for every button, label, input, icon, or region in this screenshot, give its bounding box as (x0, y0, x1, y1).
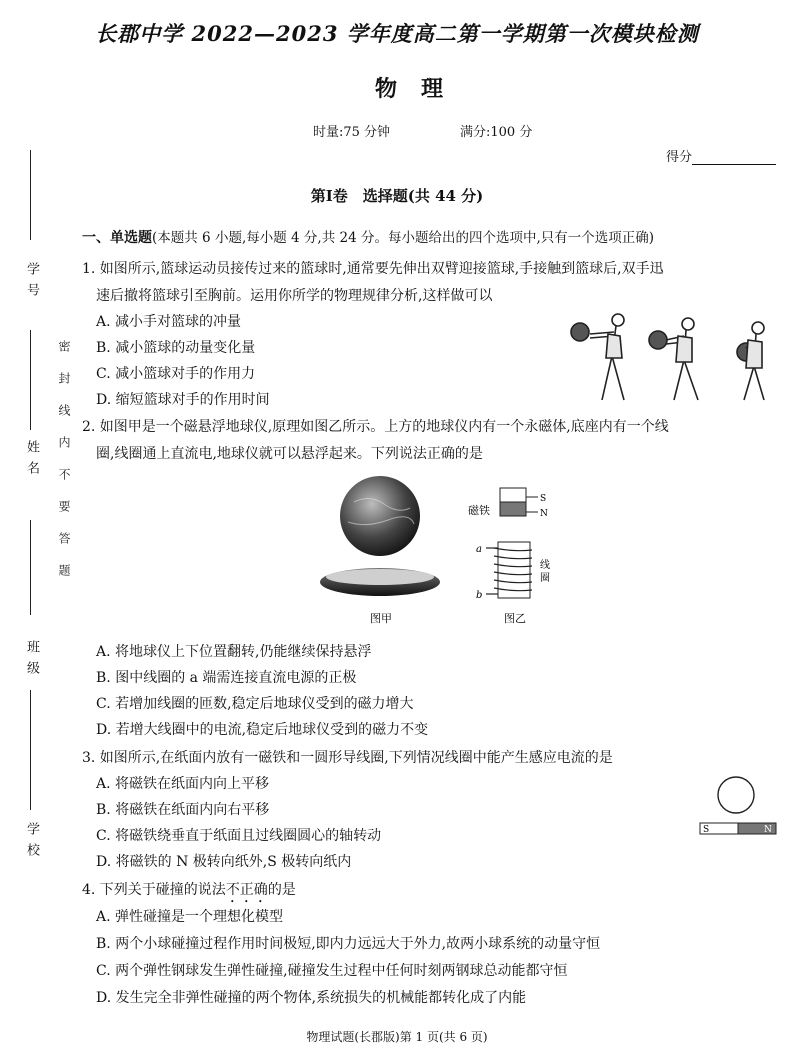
q4-option-b: B. 两个小球碰撞过程作用时间极短,即内力远远大于外力,故两小球系统的动量守恒 (96, 936, 601, 952)
q1-line2: 速后撤将篮球引至胸前。运用你所学的物理规律分析,这样做可以 (96, 288, 493, 304)
q4-option-c: C. 两个弹性钢球发生弹性碰撞,碰撞发生过程中任何时刻两钢球总动能都守恒 (96, 963, 568, 979)
q1-option-b: B. 减小篮球的动量变化量 (96, 340, 256, 356)
name-label: 姓 名 (24, 440, 39, 477)
basketball-figure (568, 308, 778, 404)
fig-a-caption: 图甲 (370, 612, 392, 625)
page-footer: 物理试题(长郡版)第 1 页(共 6 页) (306, 1030, 488, 1044)
score-box (666, 146, 776, 165)
q1-option-a: A. 减小手对篮球的冲量 (96, 314, 242, 330)
magnet-coil-figure (698, 775, 780, 837)
q4-option-d: D. 发生完全非弹性碰撞的两个物体,系统损失的机械能都转化成了内能 (96, 990, 527, 1006)
principle-diagram (468, 488, 550, 601)
section-title: 第Ⅰ卷 选择题(共 44 分) (310, 187, 484, 205)
q1-option-c: C. 减小篮球对手的作用力 (96, 366, 256, 382)
pole-n-label: N (540, 509, 548, 519)
intro-heading: 一、单选题 (82, 230, 152, 246)
q4-line1 (82, 879, 296, 906)
q3-option-c: C. 将磁铁绕垂直于纸面且过线圈圆心的轴转动 (96, 828, 382, 844)
seal-warning: 密封线内不要答题 (57, 340, 71, 596)
q4-option-a: A. 弹性碰撞是一个理想化模型 (96, 909, 284, 925)
q2-option-d: D. 若增大线圈中的电流,稳定后地球仪受到的磁力不变 (96, 722, 429, 738)
q3-option-a: A. 将磁铁在纸面内向上平移 (96, 776, 270, 792)
q3-line1: 3. 如图所示,在纸面内放有一磁铁和一圆形导线圈,下列情况线圈中能产生感应电流的是 (82, 750, 613, 766)
q1-line1: 1. 如图所示,篮球运动员接传过来的篮球时,通常要先伸出双臂迎接篮球,手接触到篮球后,双手迅 (82, 261, 664, 277)
pole-s-label: S (540, 494, 547, 504)
q2-option-c: C. 若增加线圈的匝数,稳定后地球仪受到的磁力增大 (96, 696, 414, 712)
student-id-label: 学 号 (24, 262, 39, 299)
coil-end-b: b (476, 590, 483, 601)
coil-end-a: a (476, 544, 482, 555)
intro-text: (本题共 6 小题,每小题 4 分,共 24 分。每小题给出的四个选项中,只有一个选项正确) (152, 230, 655, 246)
coil-label-1: 线 (540, 560, 550, 571)
full-score: 满分:100 分 (460, 125, 533, 140)
globe-sphere (340, 476, 420, 556)
school-line (30, 690, 31, 810)
magnet-label: 磁铁 (468, 504, 490, 517)
time-limit: 时量:75 分钟 (313, 125, 391, 140)
q4-text-post: 的是 (267, 882, 296, 898)
score-label: 得分 (666, 150, 693, 165)
name-line (30, 330, 31, 430)
school-label: 学 校 (24, 822, 39, 859)
q3-option-d: D. 将磁铁的 N 极转向纸外,S 极转向纸内 (96, 854, 352, 870)
subject-title: 物理 (374, 76, 467, 102)
q2-line1: 2. 如图甲是一个磁悬浮地球仪,原理如图乙所示。上方的地球仪内有一个永磁体,底座内有一个线 (82, 419, 669, 435)
coil-label-2: 圈 (540, 573, 550, 584)
class-label: 班 级 (24, 640, 39, 677)
binding-margin (0, 0, 70, 1057)
q2-option-b: B. 图中线圈的 a 端需连接直流电源的正极 (96, 670, 357, 686)
wire-coil (718, 777, 754, 813)
q2-option-a: A. 将地球仪上下位置翻转,仍能继续保持悬浮 (96, 644, 372, 660)
q2-line2: 圈,线圈通上直流电,地球仪就可以悬浮起来。下列说法正确的是 (96, 446, 483, 462)
section-intro (82, 226, 654, 247)
magnet-pole-s: S (703, 825, 710, 835)
score-blank[interactable] (692, 150, 776, 165)
q4-emphasis: 不正确 (225, 882, 268, 898)
magnet-pole-n: N (764, 825, 772, 835)
exam-title: 长郡中学 2022—2023 学年度高二第一学期第一次模块检测 (95, 21, 699, 46)
q4-text-pre: 4. 下列关于碰撞的说法 (82, 882, 226, 898)
fig-b-caption: 图乙 (504, 612, 526, 625)
q1-option-d: D. 缩短篮球对手的作用时间 (96, 392, 270, 408)
q3-option-b: B. 将磁铁在纸面内向右平移 (96, 802, 270, 818)
maglev-globe-figure (318, 472, 568, 632)
class-line (30, 520, 31, 615)
